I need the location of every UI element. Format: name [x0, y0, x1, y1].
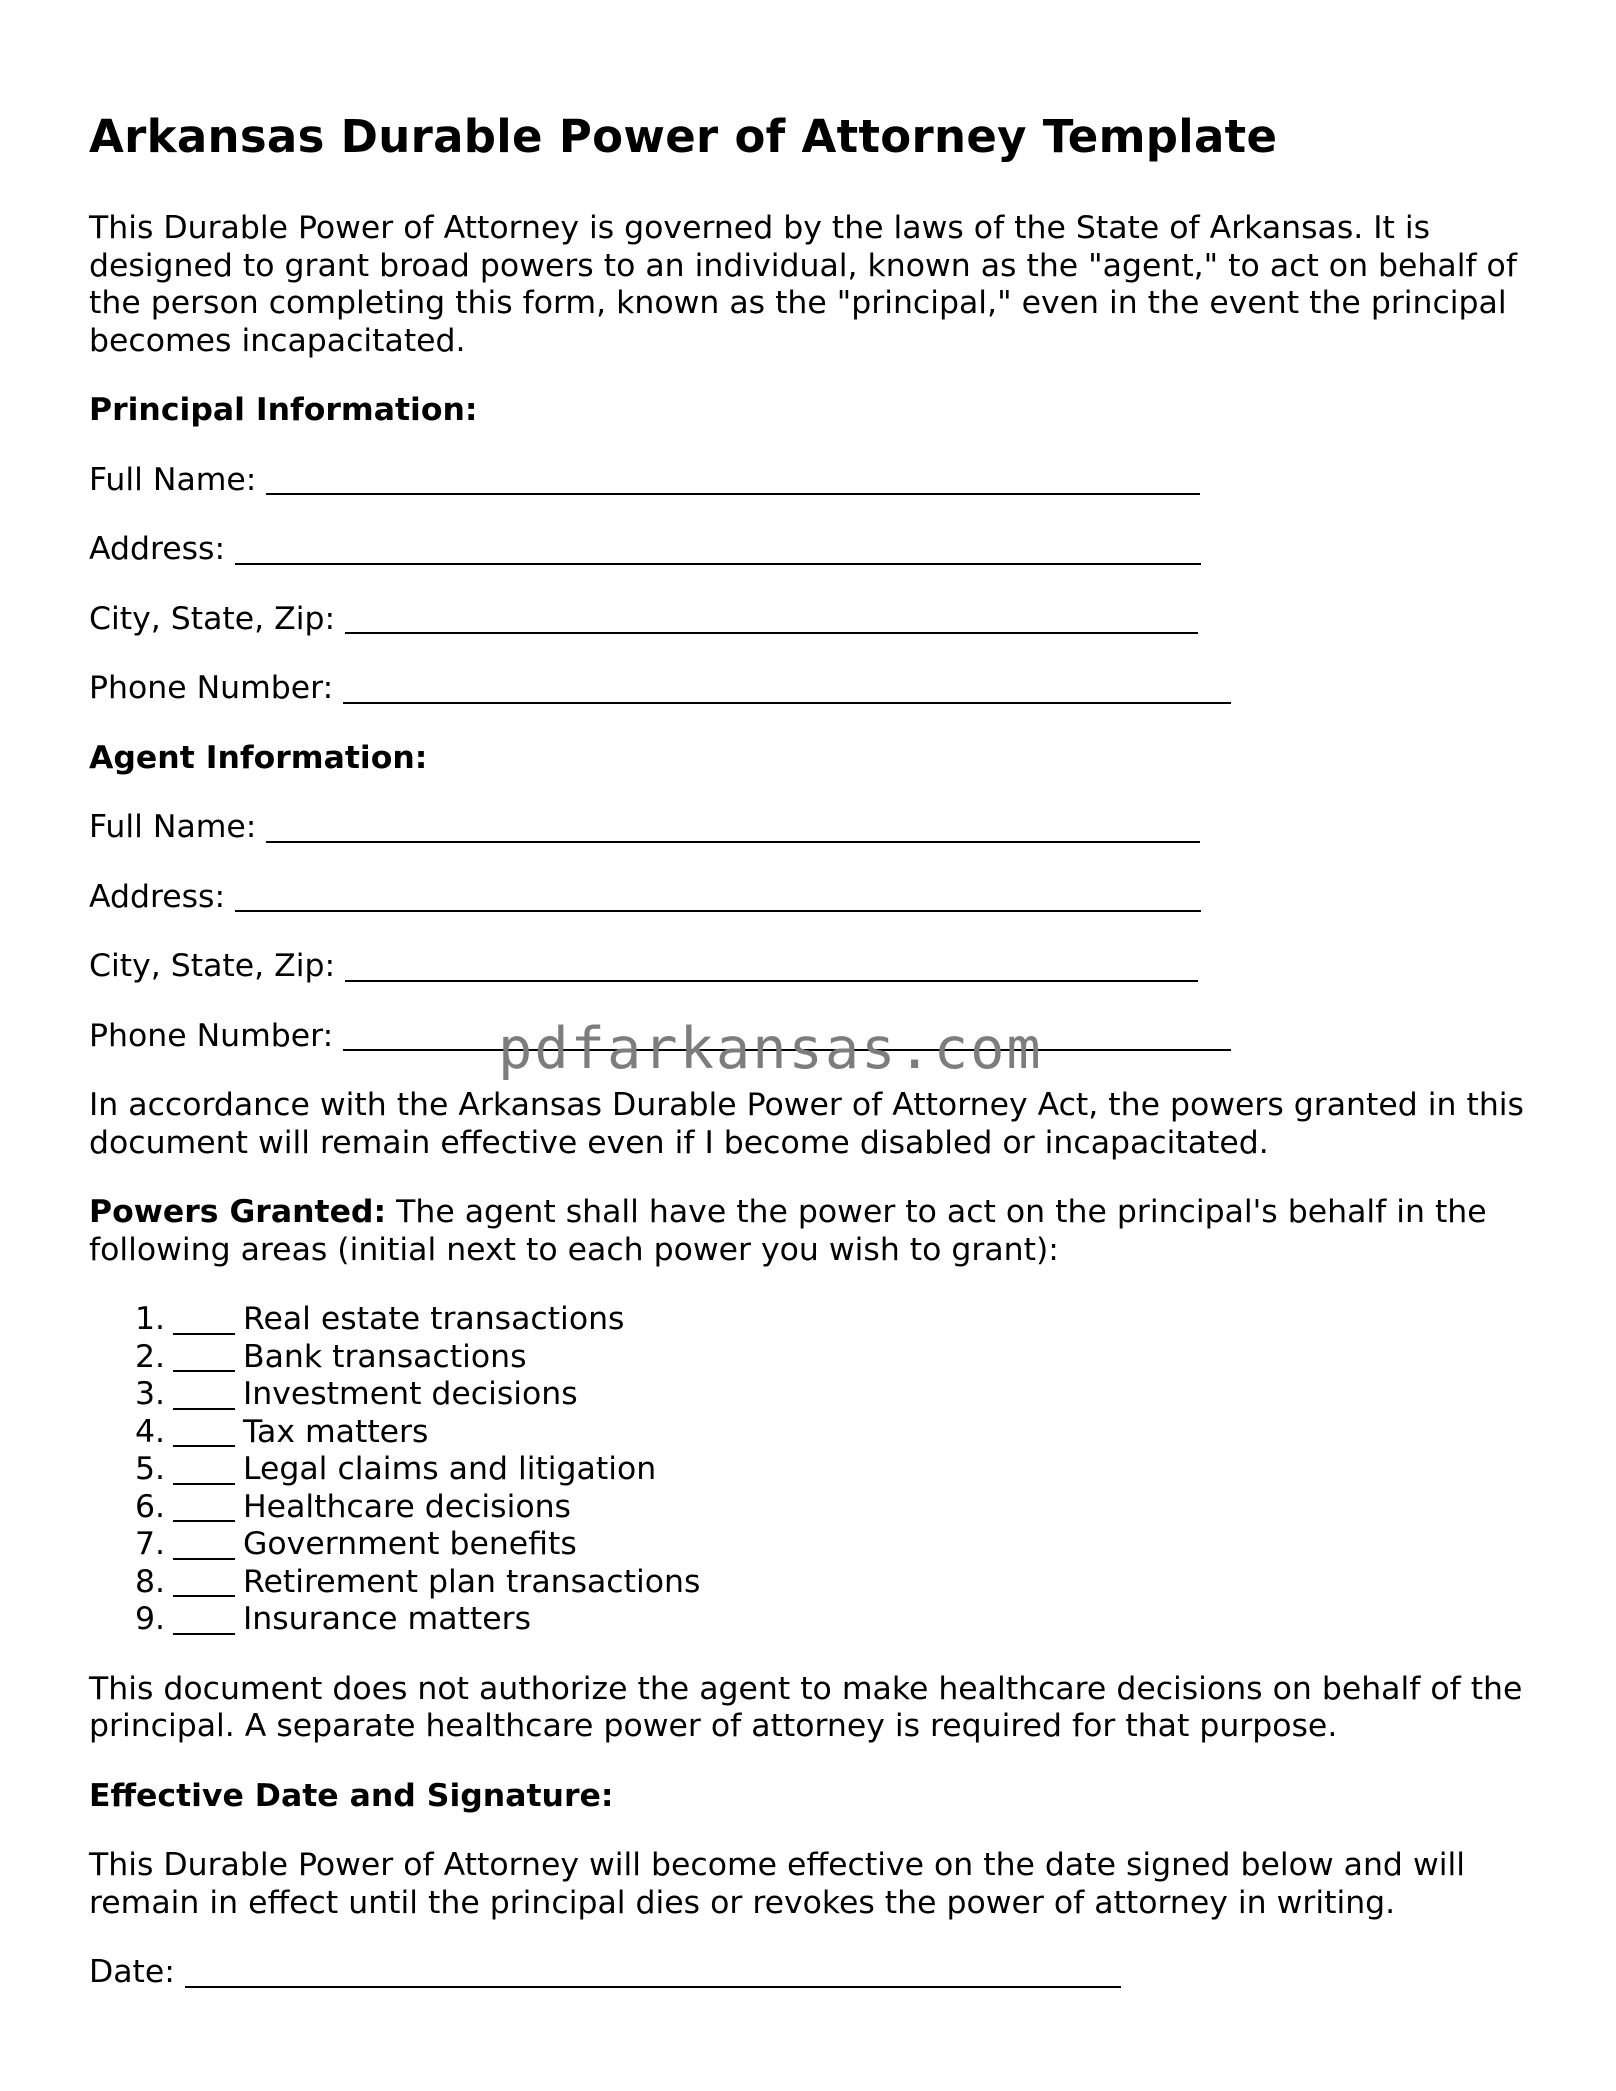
act-statement: In accordance with the Arkansas Durable Power of Attorney Act, the powers granted in this document will remain effective even if I become disabled or incapacitated. [89, 1087, 1524, 1161]
date-label: Date: [89, 1954, 175, 1990]
list-item-label: Real estate transactions [243, 1301, 625, 1337]
effective-heading: Effective Date and Signature: [89, 1777, 614, 1814]
date-field [89, 1954, 1529, 1992]
initial-blank[interactable] [173, 1528, 235, 1560]
principal-phone-field [89, 670, 1529, 708]
list-item-number: 5. [134, 1451, 165, 1487]
initial-blank[interactable] [173, 1603, 235, 1635]
principal-full-name-blank[interactable] [266, 463, 1200, 495]
list-item-number: 3. [134, 1376, 165, 1412]
list-item-label: Insurance matters [243, 1601, 531, 1637]
list-item [129, 1414, 1529, 1452]
agent-phone-label: Phone Number: [89, 1017, 334, 1054]
initial-blank[interactable] [173, 1453, 235, 1485]
principal-city-field [89, 601, 1529, 639]
principal-phone-label: Phone Number: [89, 670, 334, 706]
list-item-number: 4. [134, 1413, 165, 1450]
list-item [129, 1489, 1529, 1527]
initial-blank[interactable] [173, 1378, 235, 1410]
list-item-label: Retirement plan transactions [243, 1563, 701, 1600]
agent-full-name-blank[interactable] [266, 811, 1200, 843]
agent-address-label: Address: [89, 878, 226, 915]
list-item [129, 1339, 1529, 1377]
initial-blank[interactable] [173, 1490, 235, 1522]
list-item-label: Tax matters [243, 1413, 429, 1450]
list-item-number: 7. [134, 1526, 165, 1562]
initial-blank[interactable] [173, 1340, 235, 1372]
agent-address-field [89, 879, 1529, 917]
list-item [129, 1526, 1529, 1564]
list-item-number: 2. [134, 1338, 165, 1375]
principal-address-field [89, 531, 1529, 569]
list-item [129, 1301, 1529, 1339]
agent-full-name-field [89, 809, 1529, 847]
list-item [129, 1601, 1529, 1639]
agent-heading: Agent Information: [89, 739, 428, 776]
powers-list [89, 1301, 1529, 1639]
principal-city-label: City, State, Zip: [89, 600, 336, 637]
principal-heading: Principal Information: [89, 392, 478, 428]
watermark: pdfarkansas.com [498, 1016, 1043, 1082]
document-title: Arkansas Durable Power of Attorney Template [89, 110, 1278, 163]
effective-text: This Durable Power of Attorney will become effective on the date signed below and will remain in effect until the principal dies or revokes the power of attorney in writing. [89, 1847, 1465, 1921]
intro-paragraph: This Durable Power of Attorney is governed by the laws of the State of Arkansas. It is designed to grant broad powers to an individual, known as the "agent," to act on behalf of the person completing this form, known as the "principal," even in the event the principal becomes incapacitated. [89, 210, 1517, 359]
list-item-label: Bank transactions [243, 1338, 527, 1375]
principal-address-blank[interactable] [235, 533, 1201, 565]
healthcare-note: This document does not authorize the agent to make healthcare decisions on behalf of the principal. A separate healthcare power of attorney is required for that purpose. [89, 1670, 1523, 1744]
list-item [129, 1564, 1529, 1602]
powers-text: The agent shall have the power to act on the principal's behalf in the following areas (initial next to each power you wish to grant): [89, 1194, 1487, 1268]
principal-phone-blank[interactable] [343, 672, 1231, 704]
principal-address-label: Address: [89, 531, 226, 567]
powers-heading: Powers Granted: [89, 1194, 387, 1230]
list-item-label: Legal claims and litigation [243, 1451, 657, 1487]
list-item [129, 1376, 1529, 1414]
initial-blank[interactable] [173, 1565, 235, 1597]
list-item-number: 6. [134, 1488, 165, 1525]
initial-blank[interactable] [173, 1415, 235, 1447]
list-item-number: 1. [134, 1301, 165, 1337]
list-item-number: 8. [134, 1563, 165, 1600]
principal-full-name-field [89, 462, 1529, 500]
agent-city-field [89, 948, 1529, 986]
date-blank[interactable] [185, 1956, 1121, 1988]
initial-blank[interactable] [173, 1303, 235, 1335]
agent-city-blank[interactable] [345, 950, 1198, 982]
agent-city-label: City, State, Zip: [89, 948, 336, 984]
list-item-number: 9. [134, 1601, 165, 1637]
principal-city-blank[interactable] [345, 602, 1198, 634]
powers-paragraph [89, 1194, 1529, 1269]
list-item-label: Healthcare decisions [243, 1488, 571, 1525]
list-item [129, 1451, 1529, 1489]
list-item-label: Government benefits [243, 1526, 577, 1562]
agent-full-name-label: Full Name: [89, 809, 257, 845]
principal-full-name-label: Full Name: [89, 461, 257, 498]
list-item-label: Investment decisions [243, 1376, 578, 1412]
agent-address-blank[interactable] [235, 880, 1201, 912]
